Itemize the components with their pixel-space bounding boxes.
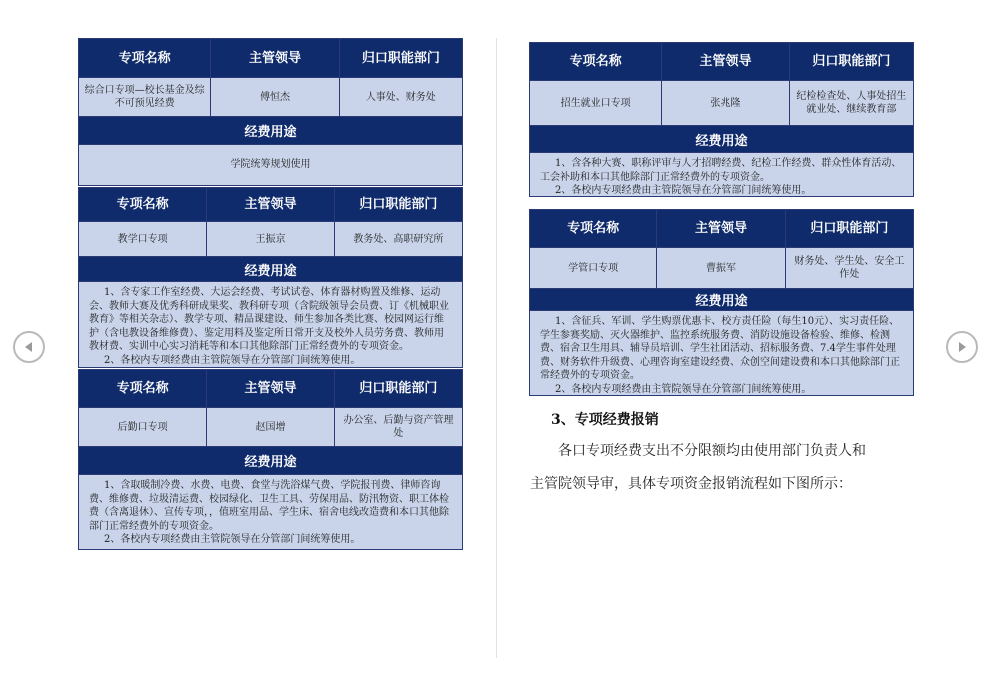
chevron-right-icon <box>955 340 969 354</box>
usage-header: 经费用途 <box>79 256 462 281</box>
header-name: 专项名称 <box>530 43 662 80</box>
usage-header: 经费用途 <box>530 288 913 310</box>
chevron-left-icon <box>22 340 36 354</box>
usage-header: 经费用途 <box>79 116 462 144</box>
header-leader: 主管领导 <box>207 188 334 221</box>
item-name: 后勤口专项 <box>79 407 207 446</box>
item-dept: 办公室、后勤与资产管理处 <box>335 407 462 446</box>
header-leader: 主管领导 <box>211 39 339 77</box>
usage-line: 2、各校内专项经费由主管院领导在分管部门间统筹使用。 <box>555 383 812 395</box>
header-dept: 归口职能部门 <box>335 188 462 221</box>
item-leader: 赵国增 <box>207 407 334 446</box>
usage-body <box>79 474 462 549</box>
usage-body <box>530 152 913 196</box>
section-paragraph-line-1: 各口专项经费支出不分限额均由使用部门负责人和 <box>558 443 866 459</box>
next-page-button[interactable] <box>946 331 978 363</box>
item-leader: 曹振军 <box>657 247 785 288</box>
fund-table-5 <box>529 209 914 396</box>
previous-page-button[interactable] <box>13 331 45 363</box>
usage-line: 2、各校内专项经费由主管院领导在分管部门间统筹使用。 <box>104 354 361 366</box>
item-dept: 财务处、学生处、安全工作处 <box>786 247 913 288</box>
item-dept: 教务处、高职研究所 <box>335 221 462 256</box>
header-leader: 主管领导 <box>207 370 334 407</box>
header-name: 专项名称 <box>79 39 211 77</box>
item-dept: 人事处、财务处 <box>340 77 462 116</box>
header-dept: 归口职能部门 <box>786 210 913 247</box>
section-paragraph-line-2: 主管院领导审，具体专项资金报销流程如下图所示： <box>530 476 852 492</box>
header-dept: 归口职能部门 <box>340 39 462 77</box>
usage-body <box>530 310 913 395</box>
usage-header: 经费用途 <box>530 125 913 152</box>
header-name: 专项名称 <box>79 370 207 407</box>
usage-line: 1、含征兵、军训、学生购票优惠卡、校方责任险（每生10元）、实习责任险、学生参赛奖励、灭火器维护、监控系统服务费、消防设施设备检验、维修、检测费、宿舍卫生用具、辅导员培训、学生社团活动、招标服务费、7.4学生事件处理费、财务软件升级费、心理咨询室建设经费、众创空间建设费和本口其他除部门正常经费外的专项资金。 <box>540 316 900 381</box>
usage-line: 2、各校内专项经费由主管院领导在分管部门间统筹使用。 <box>104 534 361 545</box>
usage-body <box>79 144 462 185</box>
header-name: 专项名称 <box>530 210 657 247</box>
fund-table-4 <box>529 42 914 197</box>
usage-header: 经费用途 <box>79 446 462 474</box>
header-leader: 主管领导 <box>662 43 789 80</box>
header-dept: 归口职能部门 <box>335 370 462 407</box>
fund-table-2 <box>78 187 463 368</box>
item-name: 学管口专项 <box>530 247 657 288</box>
item-name: 教学口专项 <box>79 221 207 256</box>
usage-body <box>79 281 462 367</box>
fund-table-1 <box>78 38 463 186</box>
header-leader: 主管领导 <box>657 210 785 247</box>
fund-table-3 <box>78 369 463 550</box>
usage-line: 1、含专家工作室经费、大运会经费、考试试卷、体育器材购置及维修、运动会、教师大赛及优秀科研成果奖、教科研专项（含院级领导会员费、订《机械职业教育》等相关杂志）、教学专项、精品课建设、师生参加各类比赛、校园网运行维护（含电教设备维修费）、鉴定用料及鉴定所日常开支及校外人员劳务费、教师用教材费、实训中心实习消耗等和本口其他除部门正常经费外的专项资金。 <box>89 287 449 352</box>
page-divider <box>496 38 497 658</box>
header-name: 专项名称 <box>79 188 207 221</box>
header-dept: 归口职能部门 <box>790 43 913 80</box>
section-heading: 3、专项经费报销 <box>551 412 659 428</box>
usage-line: 1、含取暖制冷费、水费、电费、食堂与洗浴煤气费、学院报刊费、律师咨询费、维修费、垃圾清运费、校园绿化、卫生工具、劳保用品、防汛物资、职工体检费（含离退休）、宣传专项，，值班室用品、学生床、宿舍电线改造费和本口其他除部门正常经费外的专项资金。 <box>89 480 449 532</box>
item-leader: 张兆隆 <box>662 80 789 125</box>
usage-line: 2、各校内专项经费由主管院领导在分管部门间统筹使用。 <box>555 185 812 196</box>
item-leader: 傅恒杰 <box>211 77 339 116</box>
usage-line: 1、含各种大赛、职称评审与人才招聘经费、纪检工作经费、群众性体育活动、工会补助和本口其他除部门正常经费外的专项资金。 <box>540 158 902 183</box>
usage-line: 学院统筹规划使用 <box>230 159 311 171</box>
item-leader: 王振京 <box>207 221 334 256</box>
item-name: 综合口专项—校长基金及综不可预见经费 <box>79 77 211 116</box>
item-name: 招生就业口专项 <box>530 80 662 125</box>
item-dept: 纪检检查处、人事处招生就业处、继续教育部 <box>790 80 913 125</box>
